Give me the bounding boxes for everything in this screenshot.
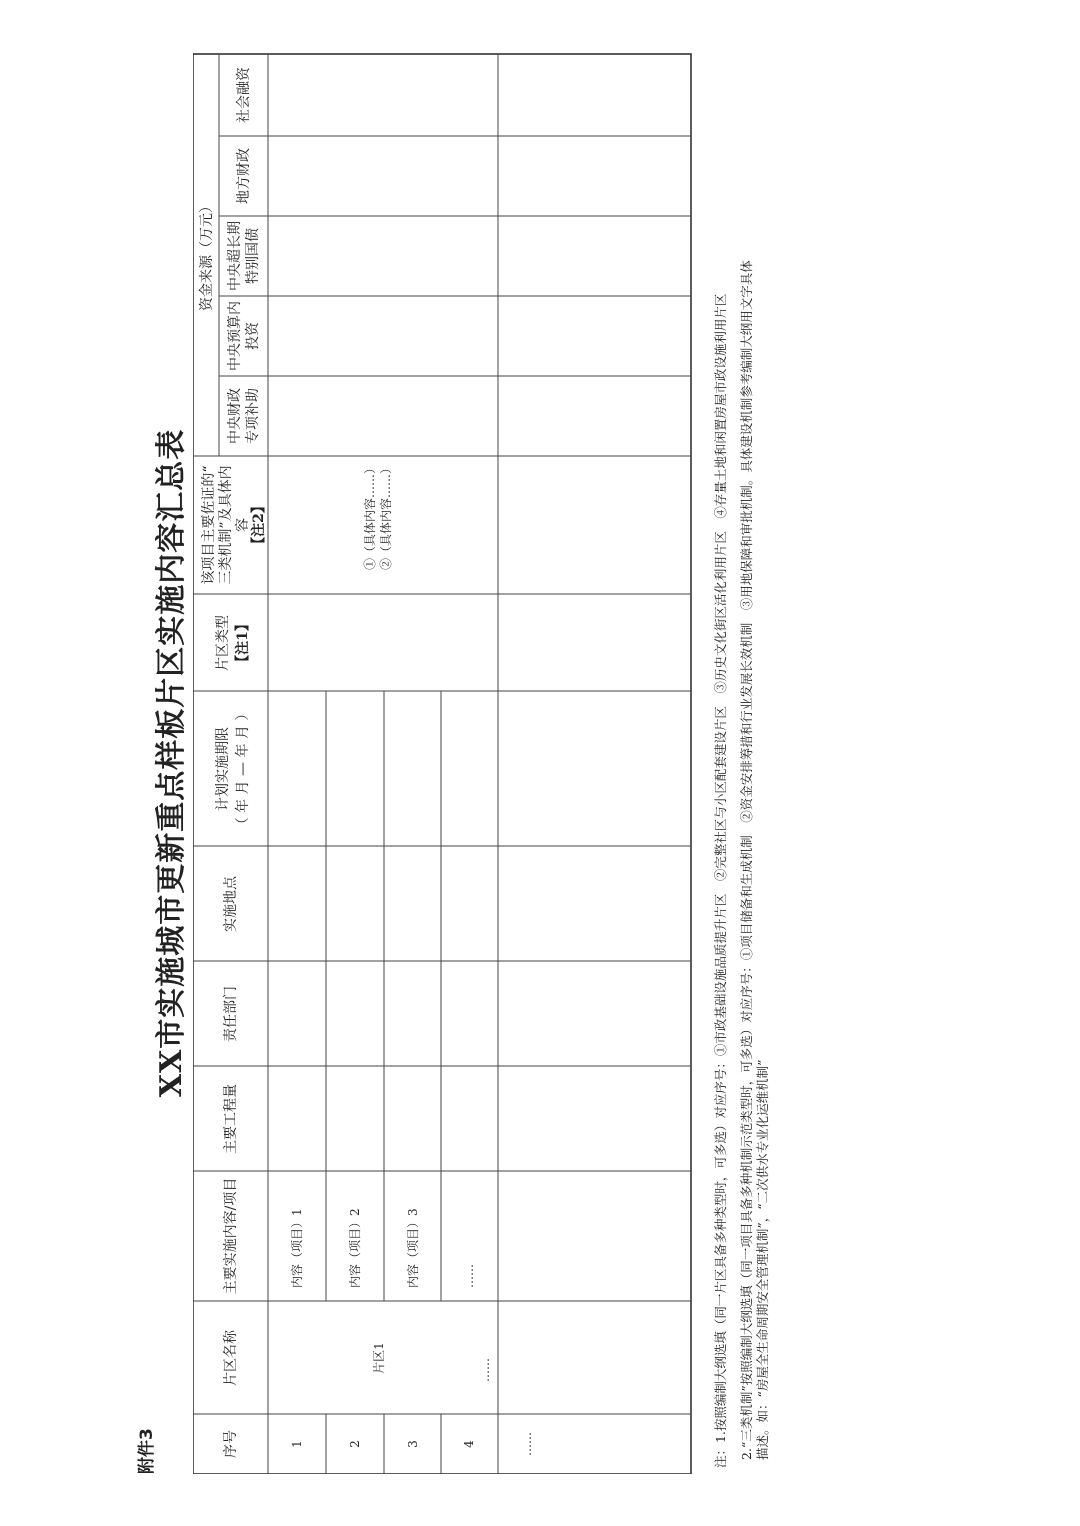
row-seq-2: 2	[348, 1440, 362, 1448]
header-fund-central-special-l1: 中央财政	[227, 388, 243, 444]
row-seq-4: 4	[462, 1440, 476, 1448]
header-fund-central-budget-l1: 中央预算内	[227, 301, 243, 371]
row-seq-1: 1	[290, 1440, 304, 1448]
row-seq-3: 3	[406, 1440, 420, 1448]
header-fund-central-special-l2: 专项补助	[245, 388, 261, 444]
header-location: 实施地点	[223, 876, 239, 932]
note-2: 2.“三类机制”按照编制大纲选填（同一项目具备多种机制示范类型时，可多选）对应序号：①项目储备和生成机制 ②资金安排筹措和行业发展长效机制 ③用地保障和审批机制。具体建设机制参考编制大纲用文字具体	[739, 260, 754, 1460]
header-fund-social: 社会融资	[236, 67, 252, 123]
header-fund-central-budget-l2: 投资	[245, 322, 261, 350]
mechanism-item-1: ①（具体内容……）	[363, 461, 377, 570]
header-mech-line1: 该项目主要佐证的“	[201, 465, 217, 585]
header-period-line2: （ 年 月 — 年 月 ）	[235, 706, 251, 832]
header-fund-bond-l2: 特别国债	[245, 228, 261, 284]
row-content-2: 内容（项目）2	[348, 1208, 362, 1288]
row-content-3: 内容（项目）3	[406, 1208, 420, 1288]
header-fund-local: 地方财政	[236, 148, 252, 204]
document-title: XX市实施城市更新重点样板片区实施内容汇总表	[154, 428, 189, 1098]
summary-table	[193, 34, 703, 1474]
note-3: 描述。如：“房屋全生命周期安全管理机制”，“二次供水专业化运维机制”	[755, 1059, 770, 1460]
area-name-merged: 片区1	[372, 1342, 386, 1374]
header-seq: 序号	[223, 1430, 239, 1458]
row-content-1: 内容（项目）1	[290, 1208, 304, 1288]
attachment-label: 附件3	[137, 1428, 157, 1474]
header-quantity: 主要工程量	[223, 1084, 239, 1154]
header-dept: 责任部门	[223, 986, 239, 1042]
header-funding: 资金来源（万元）	[199, 199, 215, 311]
header-area-type-line2: 【注1】	[235, 617, 251, 669]
header-content: 主要实施内容/项目	[223, 1177, 239, 1295]
header-area-type-line1: 片区类型	[215, 615, 231, 671]
row-seq-5: ……	[520, 1432, 534, 1456]
header-period-line1: 计划实施期限	[215, 727, 231, 811]
header-fund-bond-l1: 中央超长期	[227, 221, 243, 291]
header-area-name: 片区名称	[223, 1330, 239, 1386]
area-name-ellipsis: ……	[478, 1358, 492, 1382]
header-mech-line3: 容	[235, 518, 251, 532]
note-1: 注：1.按照编制大纲选填（同一片区具备多种类型时，可多选）对应序号：①市政基础设施品质提升片区 ②完整社区与小区配套建设片区 ③历史文化街区活化利用片区 ④存量土地和闲置房屋市政设施利用片区	[713, 293, 728, 1468]
header-mech-line4: 【注2】	[251, 499, 267, 551]
mechanism-item-2: ②（具体内容……）	[379, 461, 393, 570]
header-mech-line2: 三类机制”及具体内	[218, 465, 234, 585]
row-content-4: ……	[462, 1264, 476, 1288]
